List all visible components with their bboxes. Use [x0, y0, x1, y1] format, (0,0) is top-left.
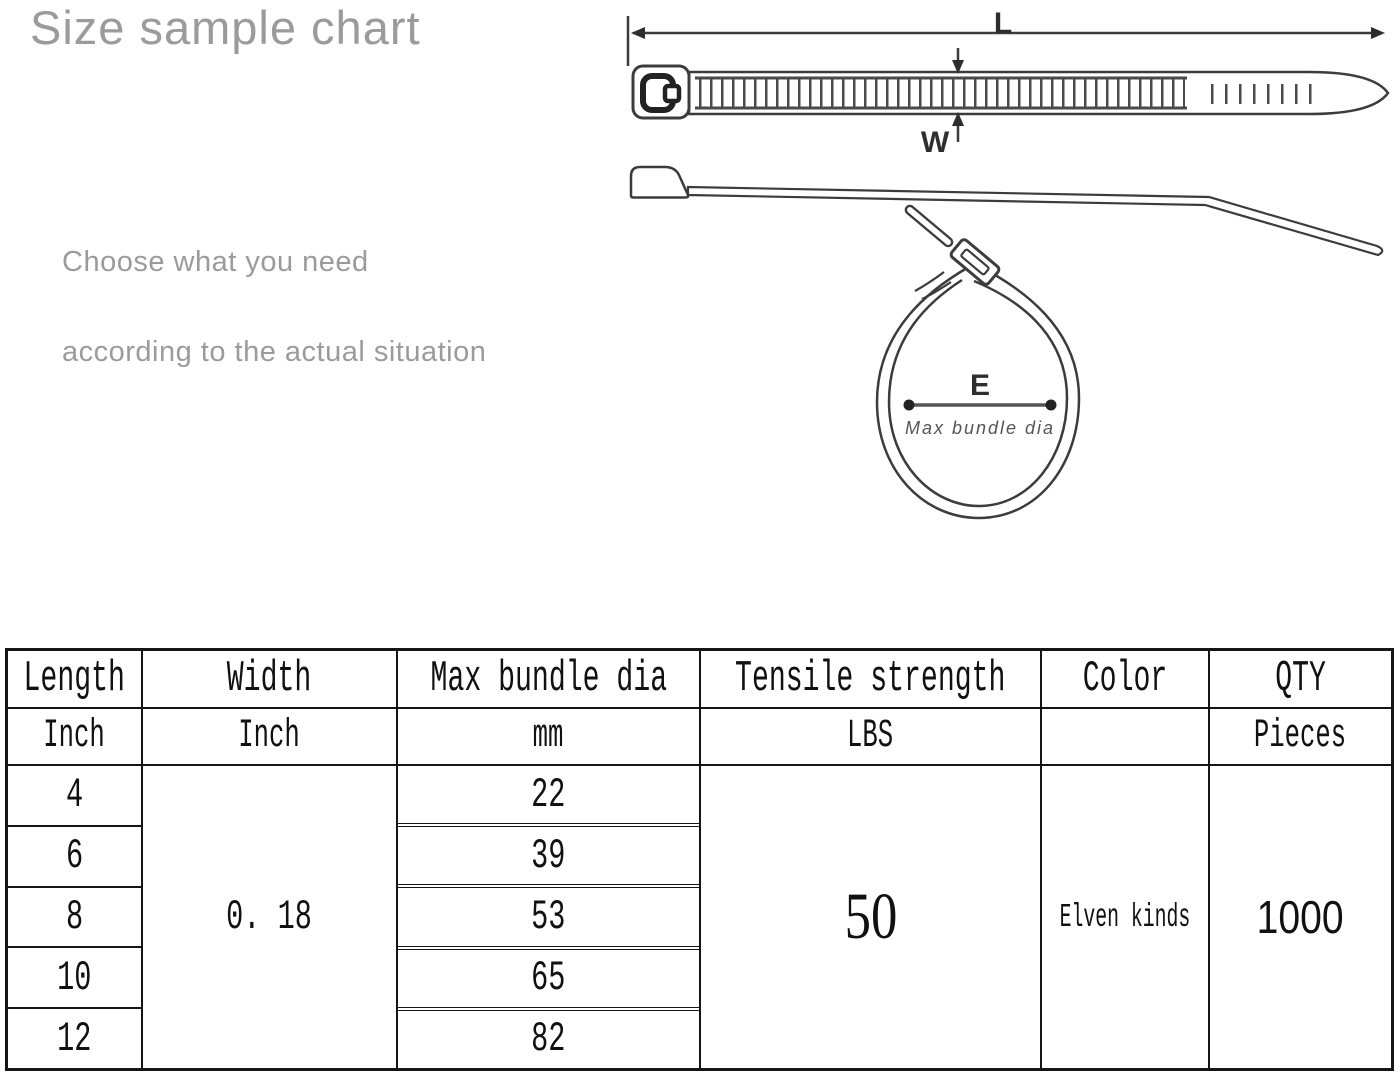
tagline-line1: Choose what you need: [62, 246, 369, 278]
column-header: Width: [143, 651, 396, 709]
column-header: Color: [1042, 651, 1208, 709]
length-cell: 4: [8, 766, 141, 827]
cable-tie-loop-view: [877, 204, 1079, 518]
size-table: [5, 648, 1394, 1071]
cable-tie-side-view: [631, 167, 1382, 255]
length-cell: 10: [8, 948, 141, 1009]
color-value-cell: Elven kinds: [1059, 898, 1191, 936]
column-max-bundle-dia: [398, 651, 701, 1068]
tensile-value-cell: 50: [844, 880, 897, 953]
column-unit: LBS: [701, 709, 1040, 766]
column-unit: mm: [398, 709, 699, 766]
dia-cell: 65: [398, 950, 699, 1011]
length-cell: 12: [57, 1014, 92, 1063]
column-header: Max bundle dia: [398, 651, 699, 709]
column-color: [1042, 651, 1210, 1068]
column-width: [143, 651, 398, 1068]
length-dimension-label: L: [993, 7, 1013, 40]
qty-value-cell: 1000: [1257, 891, 1344, 943]
column-unit: Inch: [143, 709, 396, 766]
width-dimension-label: W: [920, 126, 950, 159]
tagline-line2: according to the actual situation: [62, 336, 487, 368]
column-header: Length: [8, 651, 141, 709]
column-qty: [1210, 651, 1391, 1068]
column-length: [8, 651, 143, 1068]
cable-tie-diagram: [609, 0, 1399, 560]
cable-tie-top-view: [633, 66, 1388, 118]
length-cell: 8: [8, 888, 141, 949]
column-header: Tensile strength: [701, 651, 1040, 709]
column-tensile-strength: [701, 651, 1042, 1068]
dia-cell: 22: [398, 766, 699, 827]
dia-cell: 82: [531, 1015, 566, 1064]
bundle-dia-caption: Max bundle dia: [904, 418, 1056, 438]
bundle-dia-label: E: [969, 369, 991, 402]
page-title: Size sample chart: [30, 1, 421, 54]
column-header: QTY: [1210, 651, 1391, 709]
column-unit: Pieces: [1210, 709, 1391, 766]
dia-cell: 53: [398, 888, 699, 949]
length-cell: 6: [8, 827, 141, 888]
width-value-cell: 0. 18: [226, 893, 313, 941]
dia-cell: 39: [398, 827, 699, 888]
column-unit: Inch: [8, 709, 141, 766]
column-unit: [1042, 709, 1208, 766]
